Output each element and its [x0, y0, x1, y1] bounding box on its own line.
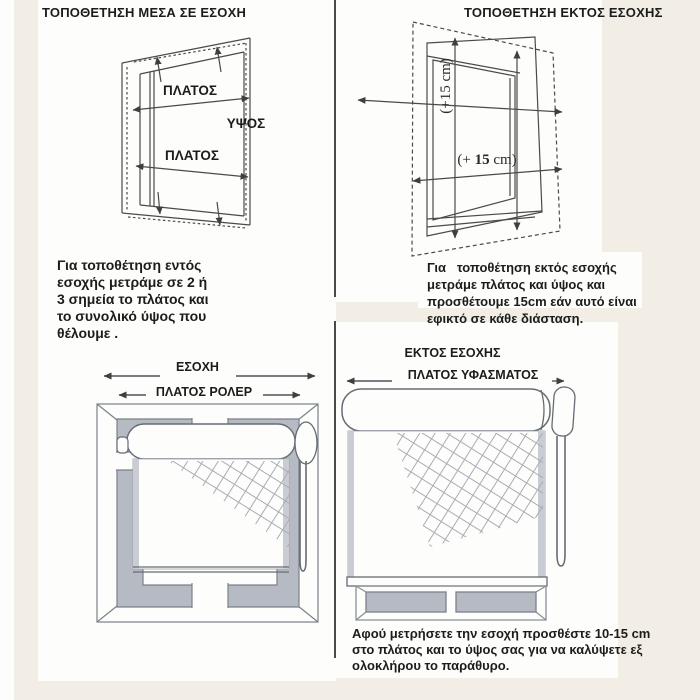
instruction-line: το συνολικό ύψος που: [57, 308, 207, 324]
inside-recess-window-diagram: [122, 38, 250, 228]
title-outside-recess: ΤΟΠΟΘΕΤΗΣΗ ΕΚΤΟΣ ΕΣΟΧΗΣ: [464, 5, 663, 20]
plus-15-suffix: cm): [489, 152, 517, 168]
roller-in-recess-diagram: [97, 376, 318, 622]
instruction-line: 3 σημεία το πλάτος και: [57, 291, 209, 307]
inside-recess-instructions: [57, 257, 209, 342]
instruction-line: προσθέτουμε 15cm εάν αυτό είναι: [427, 294, 637, 309]
instruction-line: Για τοποθέτηση εντός: [57, 257, 202, 273]
plus-15-prefix: (+: [457, 152, 475, 168]
title-outside-recess-bottom: ΕΚΤΟΣ ΕΣΟΧΗΣ: [404, 346, 501, 360]
height-label: ΥΨΟΣ: [226, 116, 266, 131]
width-plus-15cm-label: [437, 153, 537, 169]
width-label-top: ΠΛΑΤΟΣ: [163, 83, 217, 98]
outside-recess-window-diagram: [358, 22, 562, 256]
instruction-line: Αφού μετρήσετε την εσοχή προσθέστε 10-15 cm: [352, 626, 651, 641]
roller-width-label: ΠΛΑΤΟΣ ΡΟΛΕΡ: [155, 385, 253, 399]
recess-label: ΕΣΟΧΗ: [176, 360, 219, 374]
bottom-measurement-instructions: [352, 626, 650, 674]
fabric-width-label: ΠΛΑΤΟΣ ΥΦΑΣΜΑΤΟΣ: [407, 368, 539, 382]
instruction-line: εφικτό σε κάθε διάσταση.: [427, 311, 584, 326]
plus-15-value: 15: [474, 152, 490, 168]
instruction-line: μετράμε πλάτος και ύψος και: [427, 277, 606, 292]
height-plus-15cm-label: (+15 cm): [438, 58, 454, 114]
instruction-line: θέλουμε .: [57, 325, 119, 341]
roller-outside-recess-diagram: [342, 381, 576, 620]
title-inside-recess: ΤΟΠΟΘΕΤΗΣΗ ΜΕΣΑ ΣΕ ΕΣΟΧΗ: [42, 5, 247, 20]
outside-recess-instructions: [427, 259, 637, 327]
width-label-bottom: ΠΛΑΤΟΣ: [165, 148, 219, 163]
instruction-line: Για τοποθέτηση εκτός εσοχής: [427, 260, 617, 275]
instruction-line: εσοχής μετράμε σε 2 ή: [57, 274, 208, 290]
instruction-line: ολοκλήρου το παράθυρο.: [352, 658, 510, 673]
instruction-line: στο πλάτος και το ύψος σας για να καλύψετε εξ: [352, 642, 643, 657]
